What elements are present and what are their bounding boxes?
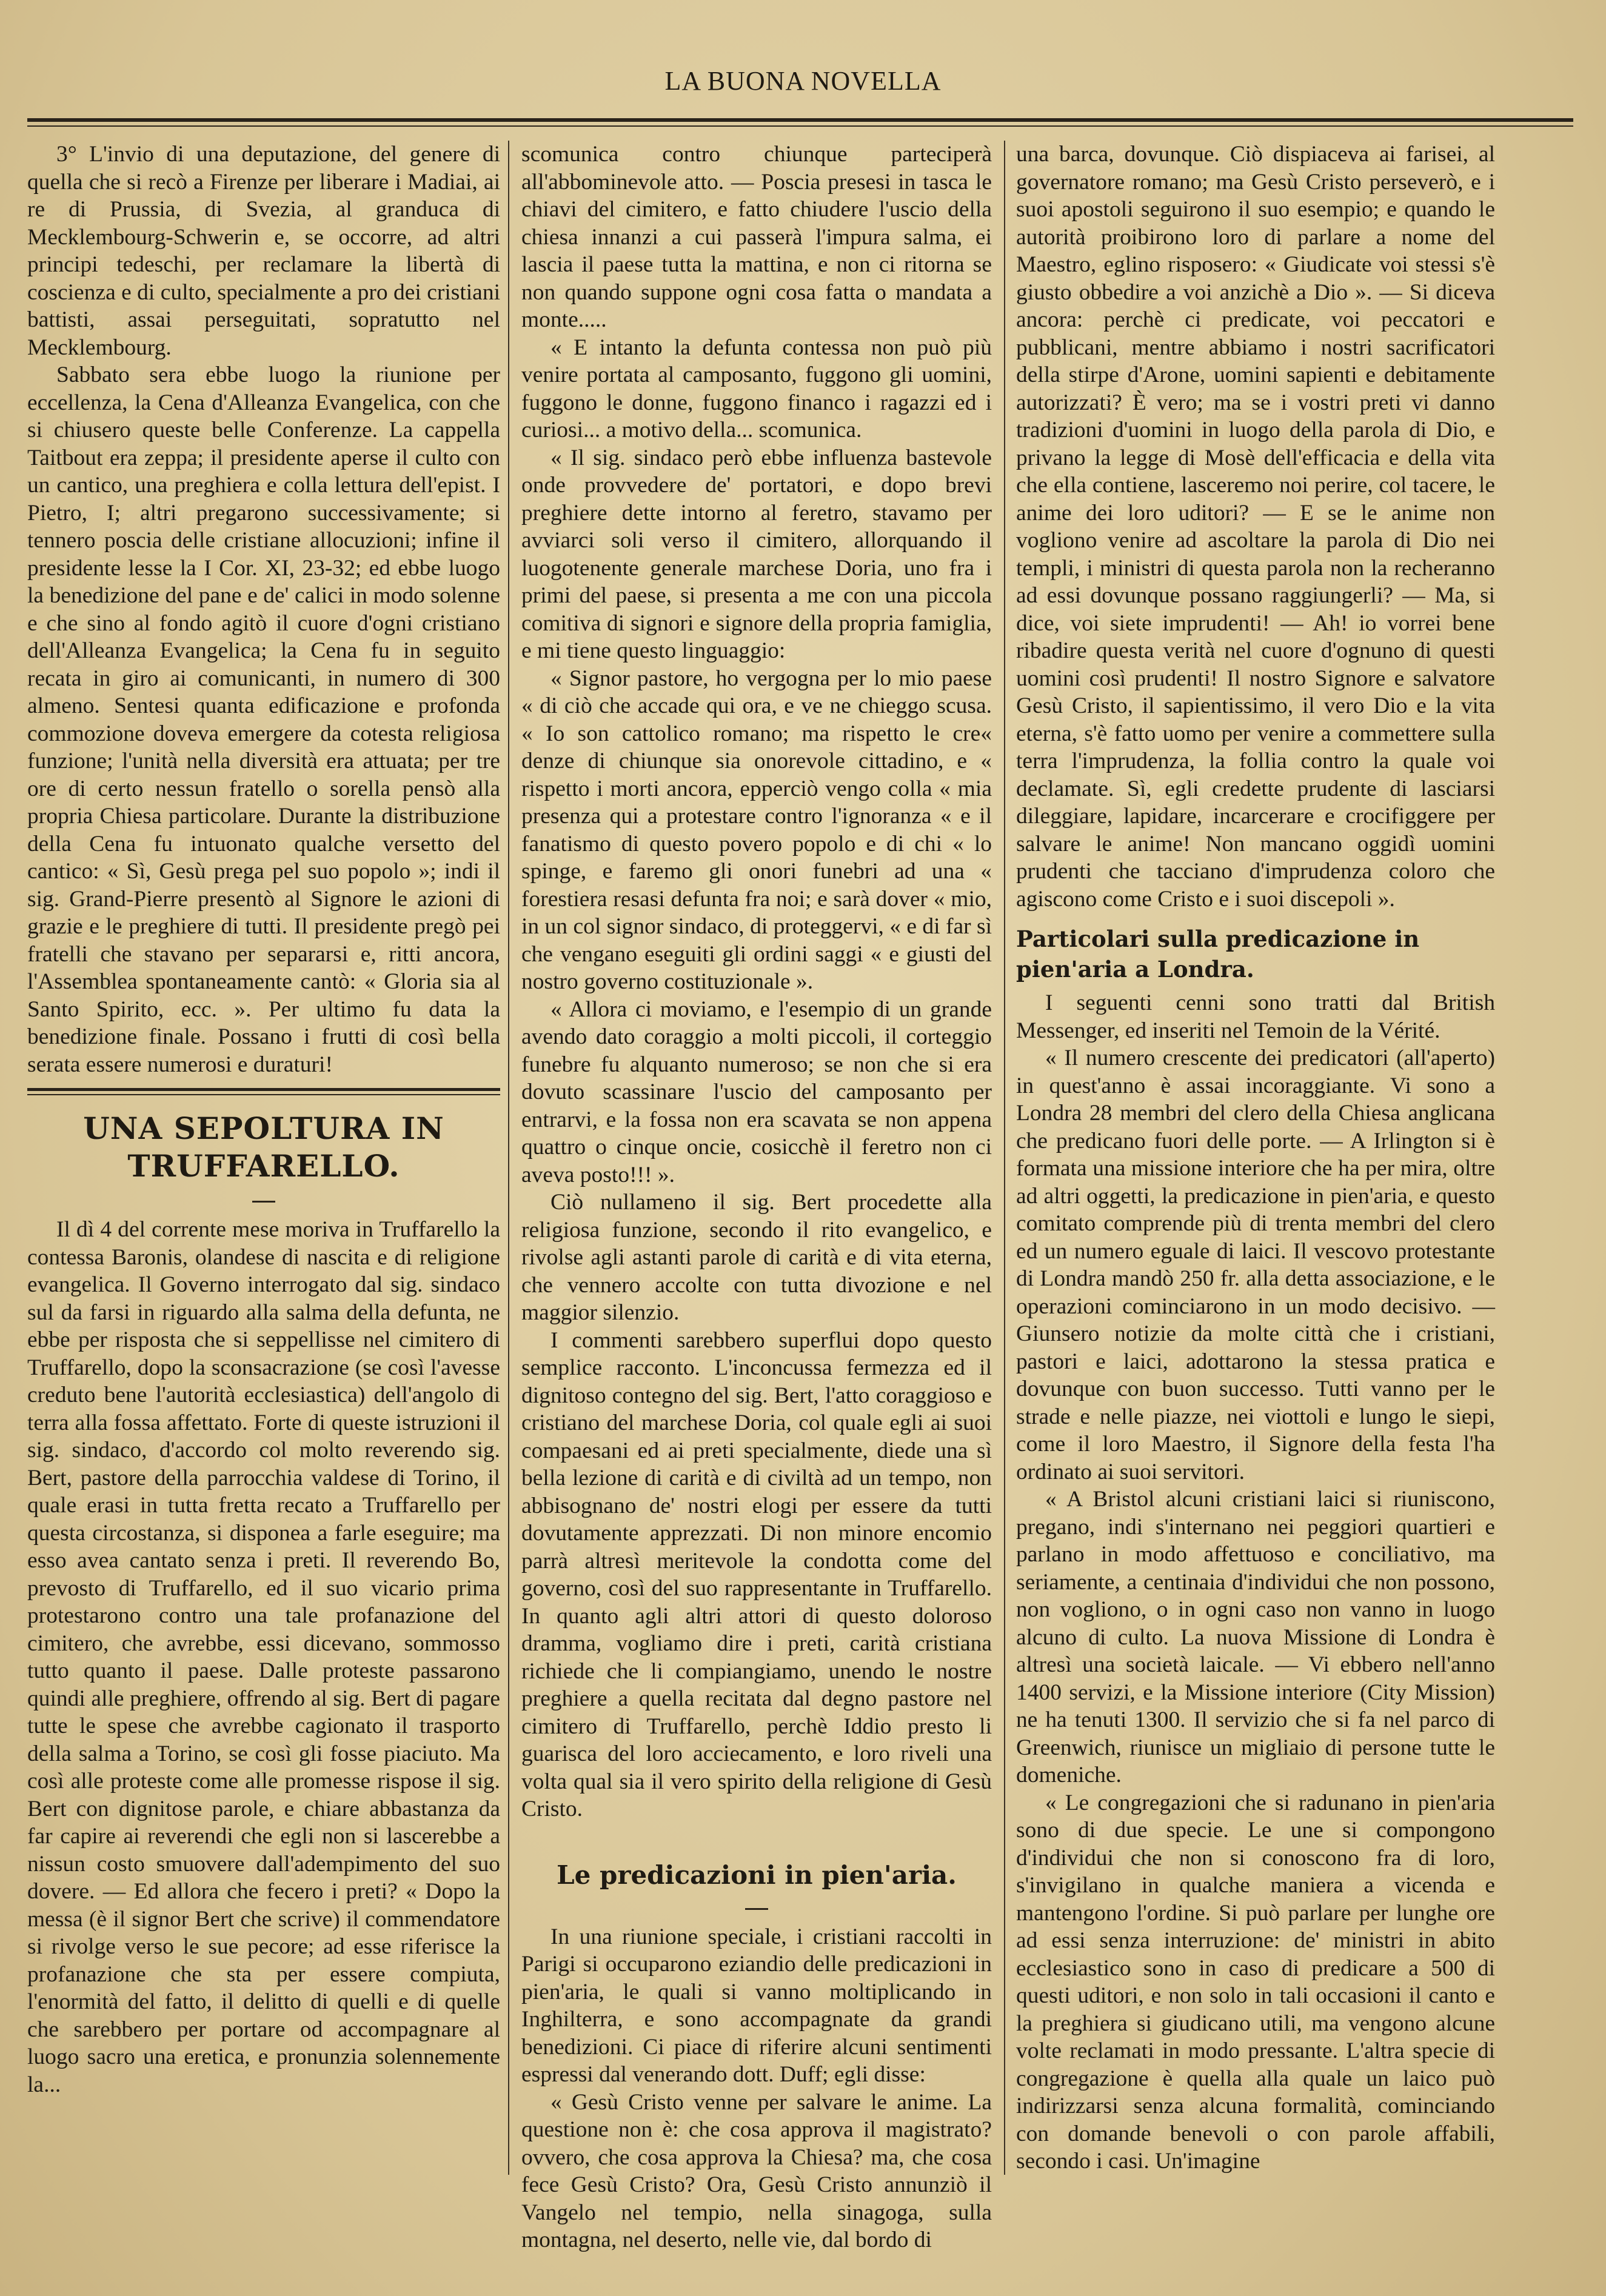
paragraph: « E intanto la defunta contessa non può più venire portata al camposanto, fuggono gli uomini, fuggono le donne, fuggono financo i ragazzi ed i curiosi... a motivo della... scomunica. [521, 335, 992, 442]
column-divider [1004, 141, 1005, 2175]
column-divider [508, 141, 509, 2175]
paragraph: « Signor pastore, ho vergogna per lo mio paese « di ciò che accade qui ora, e ve ne chieggo scusa. « Io son cattolico romano; ma rispetto le cre« denze di chiunque sia onorevole cittadino, e « rispetto i morti ancora, epperciò vengo colla « mia presenza qui a protestare contro l'ignoranza « e il fanatismo di questo povero popolo e di chi « lo spinge, e faremo gli onori funebri ad una « forestiera resasi defunta fra noi; e sarà dover « mio, in un col signor sindaco, di proteggervi, « e di far sì che vengano eseguiti gli ordini saggi « e giusti del nostro governo costituzionale ». [521, 666, 992, 994]
masthead: LA BUONA NOVELLA [664, 66, 942, 96]
paragraph: « Le congregazioni che si radunano in pien'aria sono di due specie. Le une si compongono d'individui che non si conoscono fra di loro, s'invigilano in qualche maniera a vicenda e mantengono l'ordine. Si può parlare per lunghe ore ad essi senza interruzione: de' ministri in abito ecclesiastico sono in caso di predicare a 500 di questi uditori, e non solo in tali occasioni il canto e la preghiera si giudicano utili, ma vengono alcune volte reclamati in modo pressante. L'altra specie di congregazione è quella alla quale un laico può indirizzarsi senza alcuna formalità, cominciando con domande benevoli o con parole affabili, secondo i casi. Un'imagine [1016, 1790, 1495, 2174]
paragraph: scomunica contro chiunque parteciperà all'abbominevole atto. — Poscia presesi in tasca le chiavi del cimitero, e fatto chiudere l'uscio della chiesa innanzi a cui passerà l'impura salma, ei lascia il paese tutta la mattina, e non ci ritorna se non quando suppone ogni cosa fatta o mandata a monte..... [521, 142, 992, 332]
article-heading: Particolari sulla predicazione in pien'aria a Londra. [1016, 926, 1420, 983]
heading-dash [521, 1897, 992, 1910]
column-1 [27, 141, 500, 2181]
paragraph: « Il numero crescente dei predicatori (all'aperto) in quest'anno è assai incoraggiante. Vi sono a Londra 28 membri del clero della Chiesa anglicana che predicano fuori delle porte. — A Irlington si è formata una missione interiore che ha per mira, oltre ad altri oggetti, la predicazione in pien'aria, e questo comitato comprende più di trenta membri del clero ed un numero eguale di laici. Il vescovo protestante di Londra mandò 250 fr. alla detta associazione, e le operazioni cominciarono in un modo decisivo. — Giunsero notizie da molte città che i cristiani, pastori e laici, adottarono la stessa pratica e dovunque con buon successo. Tutti vanno per le strade e nelle piazze, nei viottoli e lungo le siepi, come il loro Maestro, il Signore della festa l'ha ordinato ai suoi servitori. [1016, 1046, 1495, 1484]
paragraph: Sabbato sera ebbe luogo la riunione per eccellenza, la Cena d'Alleanza Evangelica, con che si chiusero queste belle Conferenze. La cappella Taitbout era zeppa; il presidente aperse il culto con un cantico, una preghiera e colla lettura dell'epist. I Pietro, I; altri pregarono successivamente; si tennero poscia delle cristiane allocuzioni; infine il presidente lesse la I Cor. XI, 23-32; ed ebbe luogo la benedizione del pane e de' calici in modo solenne e che sino al fondo agitò il cuore d'ogni cristiano dell'Alleanza Evangelica; la Cena fu in seguito recata in giro ai comunicanti, in numero di 300 almeno. Sentesi quanta edificazione e profonda commozione doveva emergere da cotesta religiosa funzione; l'unità nella diversità era attuata; per tre ore di certo nessun fratello o sorella pensò alla propria Chiesa particolare. Durante la distribuzione della Cena fu intuonato qualche versetto del cantico: « Sì, Gesù prega pel suo popolo »; indi il sig. Grand-Pierre presentò al Signore le azioni di grazie e le preghiere di tutti. Il presidente pregò pei fratelli che stavano per separarsi e, ritti ancora, l'Assemblea spontaneamente cantò: « Gloria sia al Santo Spirito, ecc. ». Per ultimo fu data la benedizione finale. Possano i frutti di così bella serata essere numerosi e duraturi! [27, 362, 500, 1077]
paragraph: Ciò nullameno il sig. Bert procedette alla religiosa funzione, secondo il rito evangelico, e rivolse agli astanti parole di carità e di vita eterna, che vennero accolte con tutta divozione e nel maggior silenzio. [521, 1190, 992, 1325]
column-2 [521, 141, 992, 2252]
paragraph: I commenti sarebbero superflui dopo questo semplice racconto. L'inconcussa fermezza ed il dignitoso contegno del sig. Bert, l'atto coraggioso e cristiano del marchese Doria, col quale egli ai suoi compaesani ed ai preti specialmente, diede una sì bella lezione di carità e di civiltà ad un tempo, non abbisognano de' nostri elogi per essere da tutti dovutamente apprezzati. Di non minore encomio parrà altresì meritevole la condotta come del governo, così del suo rappresentante in Truffarello. In quanto agli altri attori di questo doloroso dramma, vogliamo dire i preti, carità cristiana richiede che li compiangiamo, unendo le nostre preghiere a quella recitata dal degno pastore nel cimitero di Truffarello, perchè Iddio presto li guarisca del loro acciecamento, e loro riveli una volta qual sia il vero spirito della religione di Gesù Cristo. [521, 1327, 992, 1821]
paragraph: « Gesù Cristo venne per salvare le anime. La questione non è: che cosa approva il magistrato? ovvero, che cosa approva la Chiesa? ma, che cosa fece Gesù Cristo? Ora, Gesù Cristo annunziò il Vangelo nel tempio, nella sinagoga, sulla montagna, nel deserto, nelle vie, dal bordo di [521, 2089, 992, 2252]
paragraph: In una riunione speciale, i cristiani raccolti in Parigi si occuparono eziandio delle predicazioni in pien'aria, le quali si vanno moltiplicando in Inghilterra, e sono accompagnate da grandi benedizioni. Ci piace di riferire alcuni sentimenti espressi dal venerando dott. Duff; egli disse: [521, 1924, 992, 2087]
paragraph: « Allora ci moviamo, e l'esempio di un grande avendo dato coraggio a molti piccoli, il corteggio funebre fu alquanto numeroso; se non che si era dovuto scassinare l'uscio del camposanto per entrarvi, e la fossa non era scavata se non appena quattro o cinque oncie, cosicchè il feretro non ci aveva posto!!! ». [521, 996, 992, 1187]
masthead-rule [27, 118, 1573, 127]
article-heading: Le predicazioni in pien'aria. [557, 1860, 957, 1890]
spacer [521, 1823, 992, 1847]
column-3 [1016, 141, 1495, 2181]
article-heading: UNA SEPOLTURA IN TRUFFARELLO. [83, 1110, 444, 1184]
paragraph: I seguenti cenni sono tratti dal British Messenger, ed inseriti nel Temoin de la Vérité. [1016, 990, 1495, 1043]
section-rule [27, 1088, 500, 1095]
paragraph: una barca, dovunque. Ciò dispiaceva ai farisei, al governatore romano; ma Gesù Cristo perseverò, e i suoi apostoli seguirono il suo esempio; e quando le autorità proibirono loro di parlare a nome del Maestro, eglino risposero: « Giudicate voi stessi s'è giusto obbedire a voi anzichè a Dio ». — Si diceva ancora: perchè ci predicate, voi peccatori e pubblicani, mentre abbiamo i nostri sacrificatori della stirpe d'Arone, uomini sapienti e debitamente autorizzati? È vero; ma se i vostri preti vi danno tradizioni d'uomini in luogo della parola di Dio, e privano la legge di Mosè dell'efficacia e della vita che ella contiene, lasceremo noi perire, col tacere, le anime dei loro uditori? — E se le anime non vogliono venire ad ascoltare la parola di Dio nei templi, i ministri di questa parola non la recheranno ad essi dovunque possano raggiungerli? — Ma, si dice, voi siete imprudenti! — Ah! io vorrei bene ribadire questa verità nel cuore d'ognuno di questi uomini così prudenti! Il nostro Signore e salvatore Gesù Cristo, il sapientissimo, il vero Dio e la vita eterna, s'è fatto uomo per venire a commettere sulla terra l'imprudenza, la follia contro la quale voi declamate. Sì, egli credette prudente di lasciarsi dileggiare, lapidare, incarcerare e crocifiggere per salvare le anime! Non mancano oggidì uomini prudenti che tacciano d'imprudenza coloro che agiscono come Cristo e i suoi discepoli ». [1016, 142, 1495, 912]
paragraph: « A Bristol alcuni cristiani laici si riuniscono, pregano, indi s'internano nei peggiori quartieri e parlano in modo affettuoso e conciliativo, ma seriamente, a centinaia d'individui che non possono, non vogliono, o in ogni caso non vanno in luogo alcuno di culto. La nuova Missione di Londra è altresì una società laicale. — Vi ebbero nell'anno 1400 servizi, e la Missione interiore (City Mission) ne ha tenuti 1300. Il servizio che si fa nel parco di Greenwich, riunisce un migliaio di persone tutte le domeniche. [1016, 1487, 1495, 1787]
heading-dash [27, 1190, 500, 1203]
paragraph: Il dì 4 del corrente mese moriva in Truffarello la contessa Baronis, olandese di nascita e di religione evangelica. Il Governo interrogato dal sig. sindaco sul da farsi in riguardo alla salma della defunta, ne ebbe per risposta che si seppellisse nel cimitero di Truffarello, dopo la sconsacrazione (se così l'avesse creduto bene l'autorità ecclesiastica) dell'angolo di terra alla fossa affettato. Forte di queste istruzioni il sig. sindaco, d'accordo col molto reverendo sig. Bert, pastore della parrocchia valdese di Torino, il quale erasi in tutta fretta recato a Truffarello per questa circostanza, si disponea a farle eseguire; ma esso avea cantato senza i preti. Il reverendo Bo, prevosto di Truffarello, ed il suo vicario prima protestarono contro una tale profanazione del cimitero, che avrebbe, essi dicevano, sommosso tutto quanto il paese. Dalle proteste passarono quindi alle preghiere, offrendo al sig. Bert di pagare tutte le spese che avrebbe cagionato il trasporto della salma a Torino, se così gli fosse piaciuto. Ma così alle proteste come alle promesse rispose il sig. Bert con dignitose parole, e chiare abbastanza da far capire ai reverendi che egli non si lascerebbe a nissun costo smuovere dall'adempimento del suo dovere. — Ed allora che fecero i preti? « Dopo la messa (è il signor Bert che scrive) il commendatore si rivolge verso le sue pecore; ad esse riferisce la profanazione che sta per essere compiuta, l'enormità del fatto, il delitto di quelli e di quelle che sarebbero per portare od accompagnare al luogo sacro una eretica, e pronunzia solennemente la... [27, 1217, 500, 2097]
paragraph: 3° L'invio di una deputazione, del genere di quella che si recò a Firenze per liberare i Madiai, ai re di Prussia, di Svezia, al granduca di Mecklembourg-Schwerin e, se occorre, ad altri principi tedeschi, per reclamare la libertà di coscienza e di culto, specialmente a pro dei cristiani battisti, assai perseguitati, sopratutto nel Mecklembourg. [27, 142, 500, 360]
paragraph: « Il sig. sindaco però ebbe influenza bastevole onde provvedere de' portatori, e dopo brevi preghiere dette intorno al feretro, stavamo per avviarci soli verso il cimitero, allorquando il luogotenente generale marchese Doria, uno fra i primi del paese, si presenta a me con una piccola comitiva di signori e signore della propria famiglia, e mi tiene questo linguaggio: [521, 445, 992, 663]
